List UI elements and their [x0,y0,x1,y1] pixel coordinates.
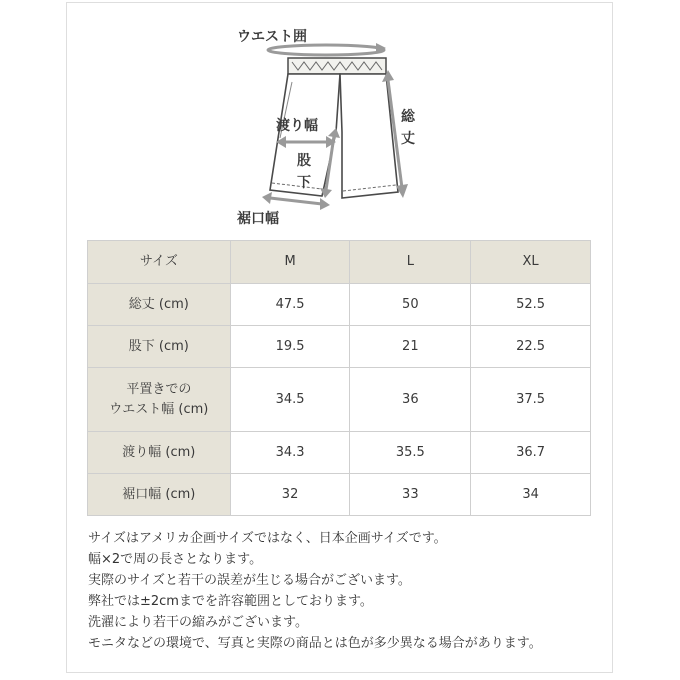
cell-value: 32 [230,474,350,516]
cell-value: 21 [350,326,471,368]
table-row [88,368,591,432]
hem-arrowhead-left [262,192,272,204]
note-line: 洗濯により若干の縮みがございます。 [88,615,308,630]
hem-label: 裾口幅 [237,211,279,227]
header-size: サイズ [88,241,231,284]
size-table [87,240,591,516]
header-m: M [230,241,350,284]
table-row [88,284,591,326]
shorts-illustration [226,20,426,230]
cell-value: 33 [350,474,471,516]
hem-arrowhead-right [320,198,330,210]
row-label: 総丈 (cm) [88,284,231,326]
cell-value: 19.5 [230,326,350,368]
note-line: 弊社では±2cmまでを許容範囲としております。 [88,594,373,609]
waist-label: ウエスト囲 [237,29,307,45]
cell-value: 47.5 [230,284,350,326]
table-row [88,432,591,474]
size-table-header-row [88,241,591,284]
size-notes [88,528,588,654]
row-label [88,368,231,432]
cell-value: 34 [471,474,591,516]
cell-value: 35.5 [350,432,471,474]
row-label: 股下 (cm) [88,326,231,368]
cell-value: 36 [350,368,471,432]
note-line: サイズはアメリカ企画サイズではなく、日本企画サイズです。 [88,531,447,546]
row-label: 裾口幅 (cm) [88,474,231,516]
hem-arrow [270,198,322,204]
table-row [88,474,591,516]
thigh-label: 渡り幅 [276,118,318,134]
header-l: L [350,241,471,284]
shorts-measurement-diagram [226,20,426,230]
cell-value: 34.5 [230,368,350,432]
row-label-line1: 平置きでの [126,381,192,397]
row-label-line2: ウエスト幅 (cm) [109,401,209,417]
cell-value: 37.5 [471,368,591,432]
cell-value: 22.5 [471,326,591,368]
inseam-label: 股下 [297,153,311,191]
note-line: 実際のサイズと若干の誤差が生じる場合がございます。 [88,573,411,588]
note-line: 幅×2で周の長さとなります。 [88,552,263,567]
cell-value: 36.7 [471,432,591,474]
cell-value: 52.5 [471,284,591,326]
table-row [88,326,591,368]
waist-arrow [268,45,384,55]
cell-value: 50 [350,284,471,326]
note-line: モニタなどの環境で、写真と実際の商品とは色が多少異なる場合があります。 [88,636,542,651]
row-label: 渡り幅 (cm) [88,432,231,474]
total-length-label: 総丈 [401,109,415,147]
header-xl: XL [471,241,591,284]
cell-value: 34.3 [230,432,350,474]
